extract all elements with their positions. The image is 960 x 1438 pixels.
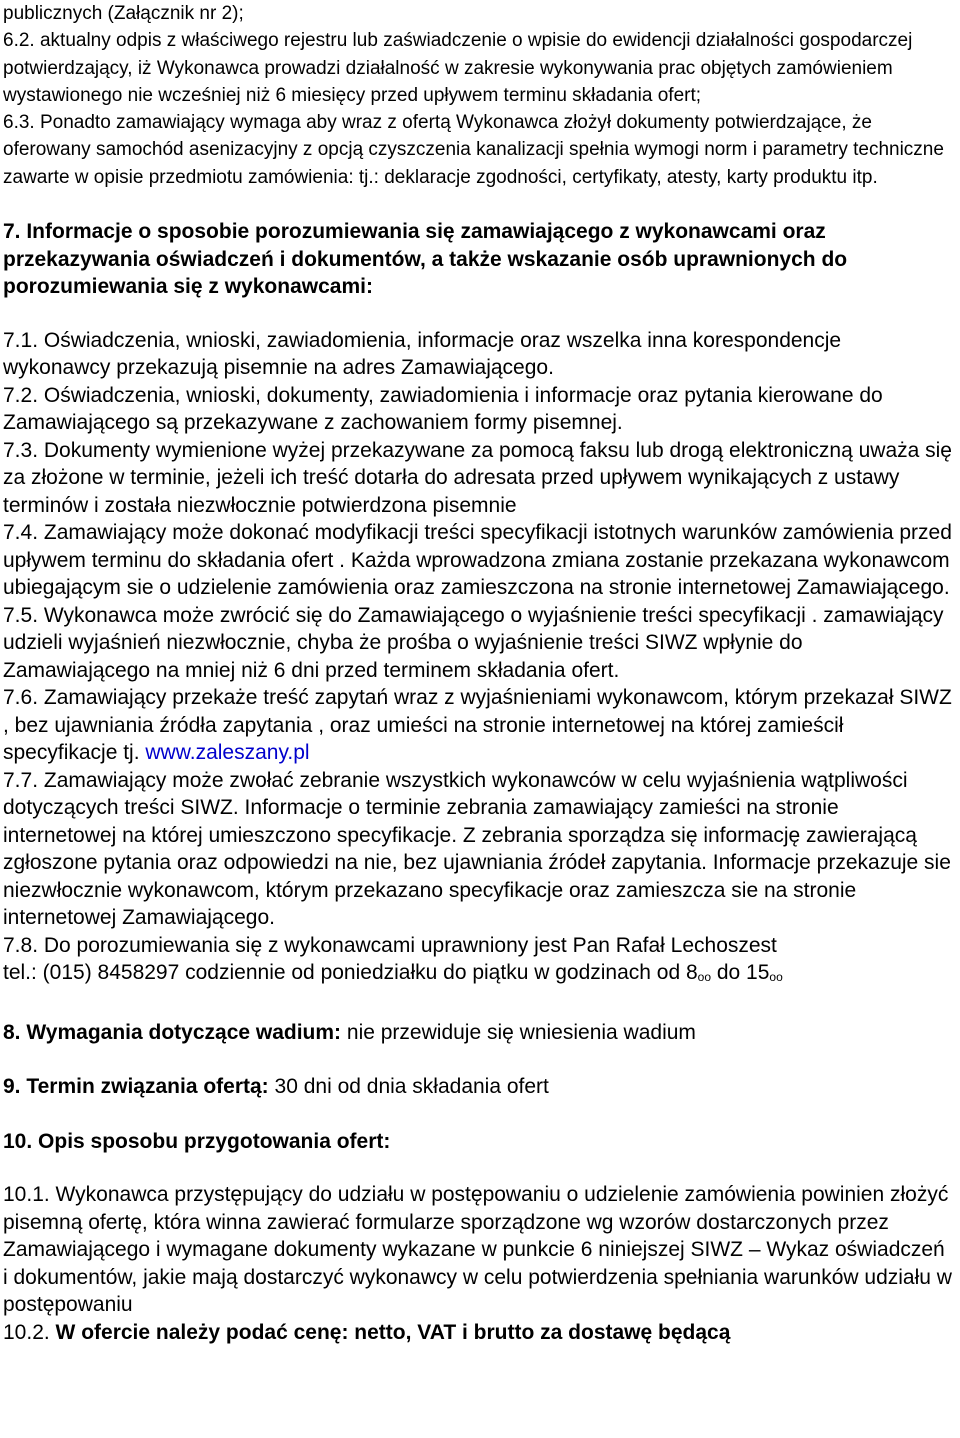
spacer	[3, 301, 954, 327]
section-8	[3, 1019, 954, 1047]
section-9	[3, 1073, 954, 1101]
block-6-continued	[3, 0, 954, 191]
section-9-text: 30 dni od dnia składania ofert	[268, 1075, 549, 1099]
text-line-publicznych: publicznych (Załącznik nr 2);	[3, 3, 244, 24]
paragraph-7-6	[3, 684, 954, 767]
paragraph-7-2: 7.2. Oświadczenia, wnioski, dokumenty, zawiadomienia i informacje oraz pytania kierowane do Zamawiającego są przekazywane z zachowaniem formy pisemnej.	[3, 383, 883, 435]
spacer	[3, 1155, 954, 1181]
paragraph-7-8-line2: tel.: (015) 8458297 codziennie od poniedziałku do piątku w godzinach od 8oo do 15oo	[3, 961, 783, 985]
spacer	[3, 1046, 954, 1073]
hour-minutes-superscript: oo	[697, 970, 712, 985]
section-10-heading: 10. Opis sposobu przygotowania ofert:	[3, 1129, 391, 1153]
paragraph-6-2: 6.2. aktualny odpis z właściwego rejestru lub zaświadczenie o wpisie do ewidencji działalności gospodarczej potwierdzający, iż Wykonawca prowadzi działalność w zakresie wykonywania prac objętych zamówieniem wystawionego nie wcześniej niż 6 miesięcy przed upływem terminu składania ofert;	[3, 30, 913, 106]
section-9-heading: 9. Termin związania ofertą:	[3, 1075, 269, 1099]
website-link[interactable]: www.zaleszany.pl	[145, 741, 310, 765]
paragraph-7-6-text: 7.6. Zamawiający przekaże treść zapytań wraz z wyjaśnieniami wykonawcom, którym przekazał SIWZ , bez ujawniania źródła zapytania , oraz umieści na stronie internetowej na której zamieścił specyfikacje tj.	[3, 686, 952, 765]
paragraph-10-1: 10.1. Wykonawca przystępujący do udziału w postępowaniu o udzielenie zamówienia powinien złożyć pisemną ofertę, która winna zawierać formularze sporządzone wg wzorów dostarczonych przez Zamawiającego i wymagane dokumenty wykazane w punkcie 6 niniejszej SIWZ – Wykaz oświadczeń i dokumentów, jakie mają dostarczyć wykonawcy w celu potwierdzenia spełniania warunków udziału w postępowaniu	[3, 1183, 952, 1317]
paragraph-10-2: 10.2. W ofercie należy podać cenę: netto, VAT i brutto za dostawę będącą	[3, 1320, 731, 1344]
section-8-heading: 8. Wymagania dotyczące wadium:	[3, 1020, 342, 1044]
paragraph-7-5: 7.5. Wykonawca może zwrócić się do Zamawiającego o wyjaśnienie treści specyfikacji . zamawiający udzieli wyjaśnień niezwłocznie, chyba że prośba o wyjaśnienie treści SIWZ wpłynie do Zamawiającego na mniej niż 6 dni przed terminem składania ofert.	[3, 603, 944, 682]
section-8-text: nie przewiduje się wniesienia wadium	[341, 1020, 696, 1044]
hour-minutes-superscript: oo	[769, 970, 783, 985]
section-10	[3, 1128, 954, 1347]
paragraph-7-4: 7.4. Zamawiający może dokonać modyfikacji treści specyfikacji istotnych warunków zamówienia przed upływem terminu do składania ofert . Każda wprowadzona zmiana zostanie przekazana wykonawcom ubiegającym sie o udzielenie zamówienia oraz zamieszczona na stronie internetowej Zamawiającego.	[3, 521, 952, 600]
paragraph-7-7: 7.7. Zamawiający może zwołać zebranie wszystkich wykonawców w celu wyjaśnienia wątpliwości dotyczących treści SIWZ. Informacje o terminie zebrania zamawiający zamieści na stronie internetowej na której umieszczono specyfikacje. Z zebrania sporządza się informację zawierającą zgłoszone pytania oraz odpowiedzi na nie, bez ujawniania źródeł zapytania. Informacje przekazuje sie niezwłocznie wykonawcom, którym przekazano specyfikacje oraz zamieszcza sie na stronie internetowej Zamawiającego.	[3, 768, 951, 930]
spacer	[3, 191, 954, 218]
paragraph-6-3: 6.3. Ponadto zamawiający wymaga aby wraz z ofertą Wykonawca złożył dokumenty potwierdzające, że oferowany samochód asenizacyjny z opcją czyszczenia kanalizacji spełnia wymogi norm i parametry techniczne zawarte w opisie przedmiotu zamówienia: tj.: deklaracje zgodności, certyfikaty, atesty, karty produktu itp.	[3, 112, 944, 188]
paragraph-7-1: 7.1. Oświadczenia, wnioski, zawiadomienia, informacje oraz wszelka inna korespondencje wykonawcy przekazują pisemnie na adres Zamawiającego.	[3, 328, 842, 380]
spacer	[3, 992, 954, 1019]
spacer	[3, 1101, 954, 1128]
paragraph-7-8-line1: 7.8. Do porozumiewania się z wykonawcami uprawniony jest Pan Rafał Lechoszest	[3, 933, 777, 957]
section-7-heading: 7. Informacje o sposobie porozumiewania się zamawiającego z wykonawcami oraz przekazywania oświadczeń i dokumentów, a także wskazanie osób uprawnionych do porozumiewania się z wykonawcami:	[3, 220, 848, 299]
paragraph-7-3: 7.3. Dokumenty wymienione wyżej przekazywane za pomocą faksu lub drogą elektroniczną uważa się za złożone w terminie, jeżeli ich treść dotarła do adresata przed upływem wynikających z ustawy terminów i została niezwłocznie potwierdzona pisemnie	[3, 438, 952, 517]
section-7	[3, 218, 954, 992]
